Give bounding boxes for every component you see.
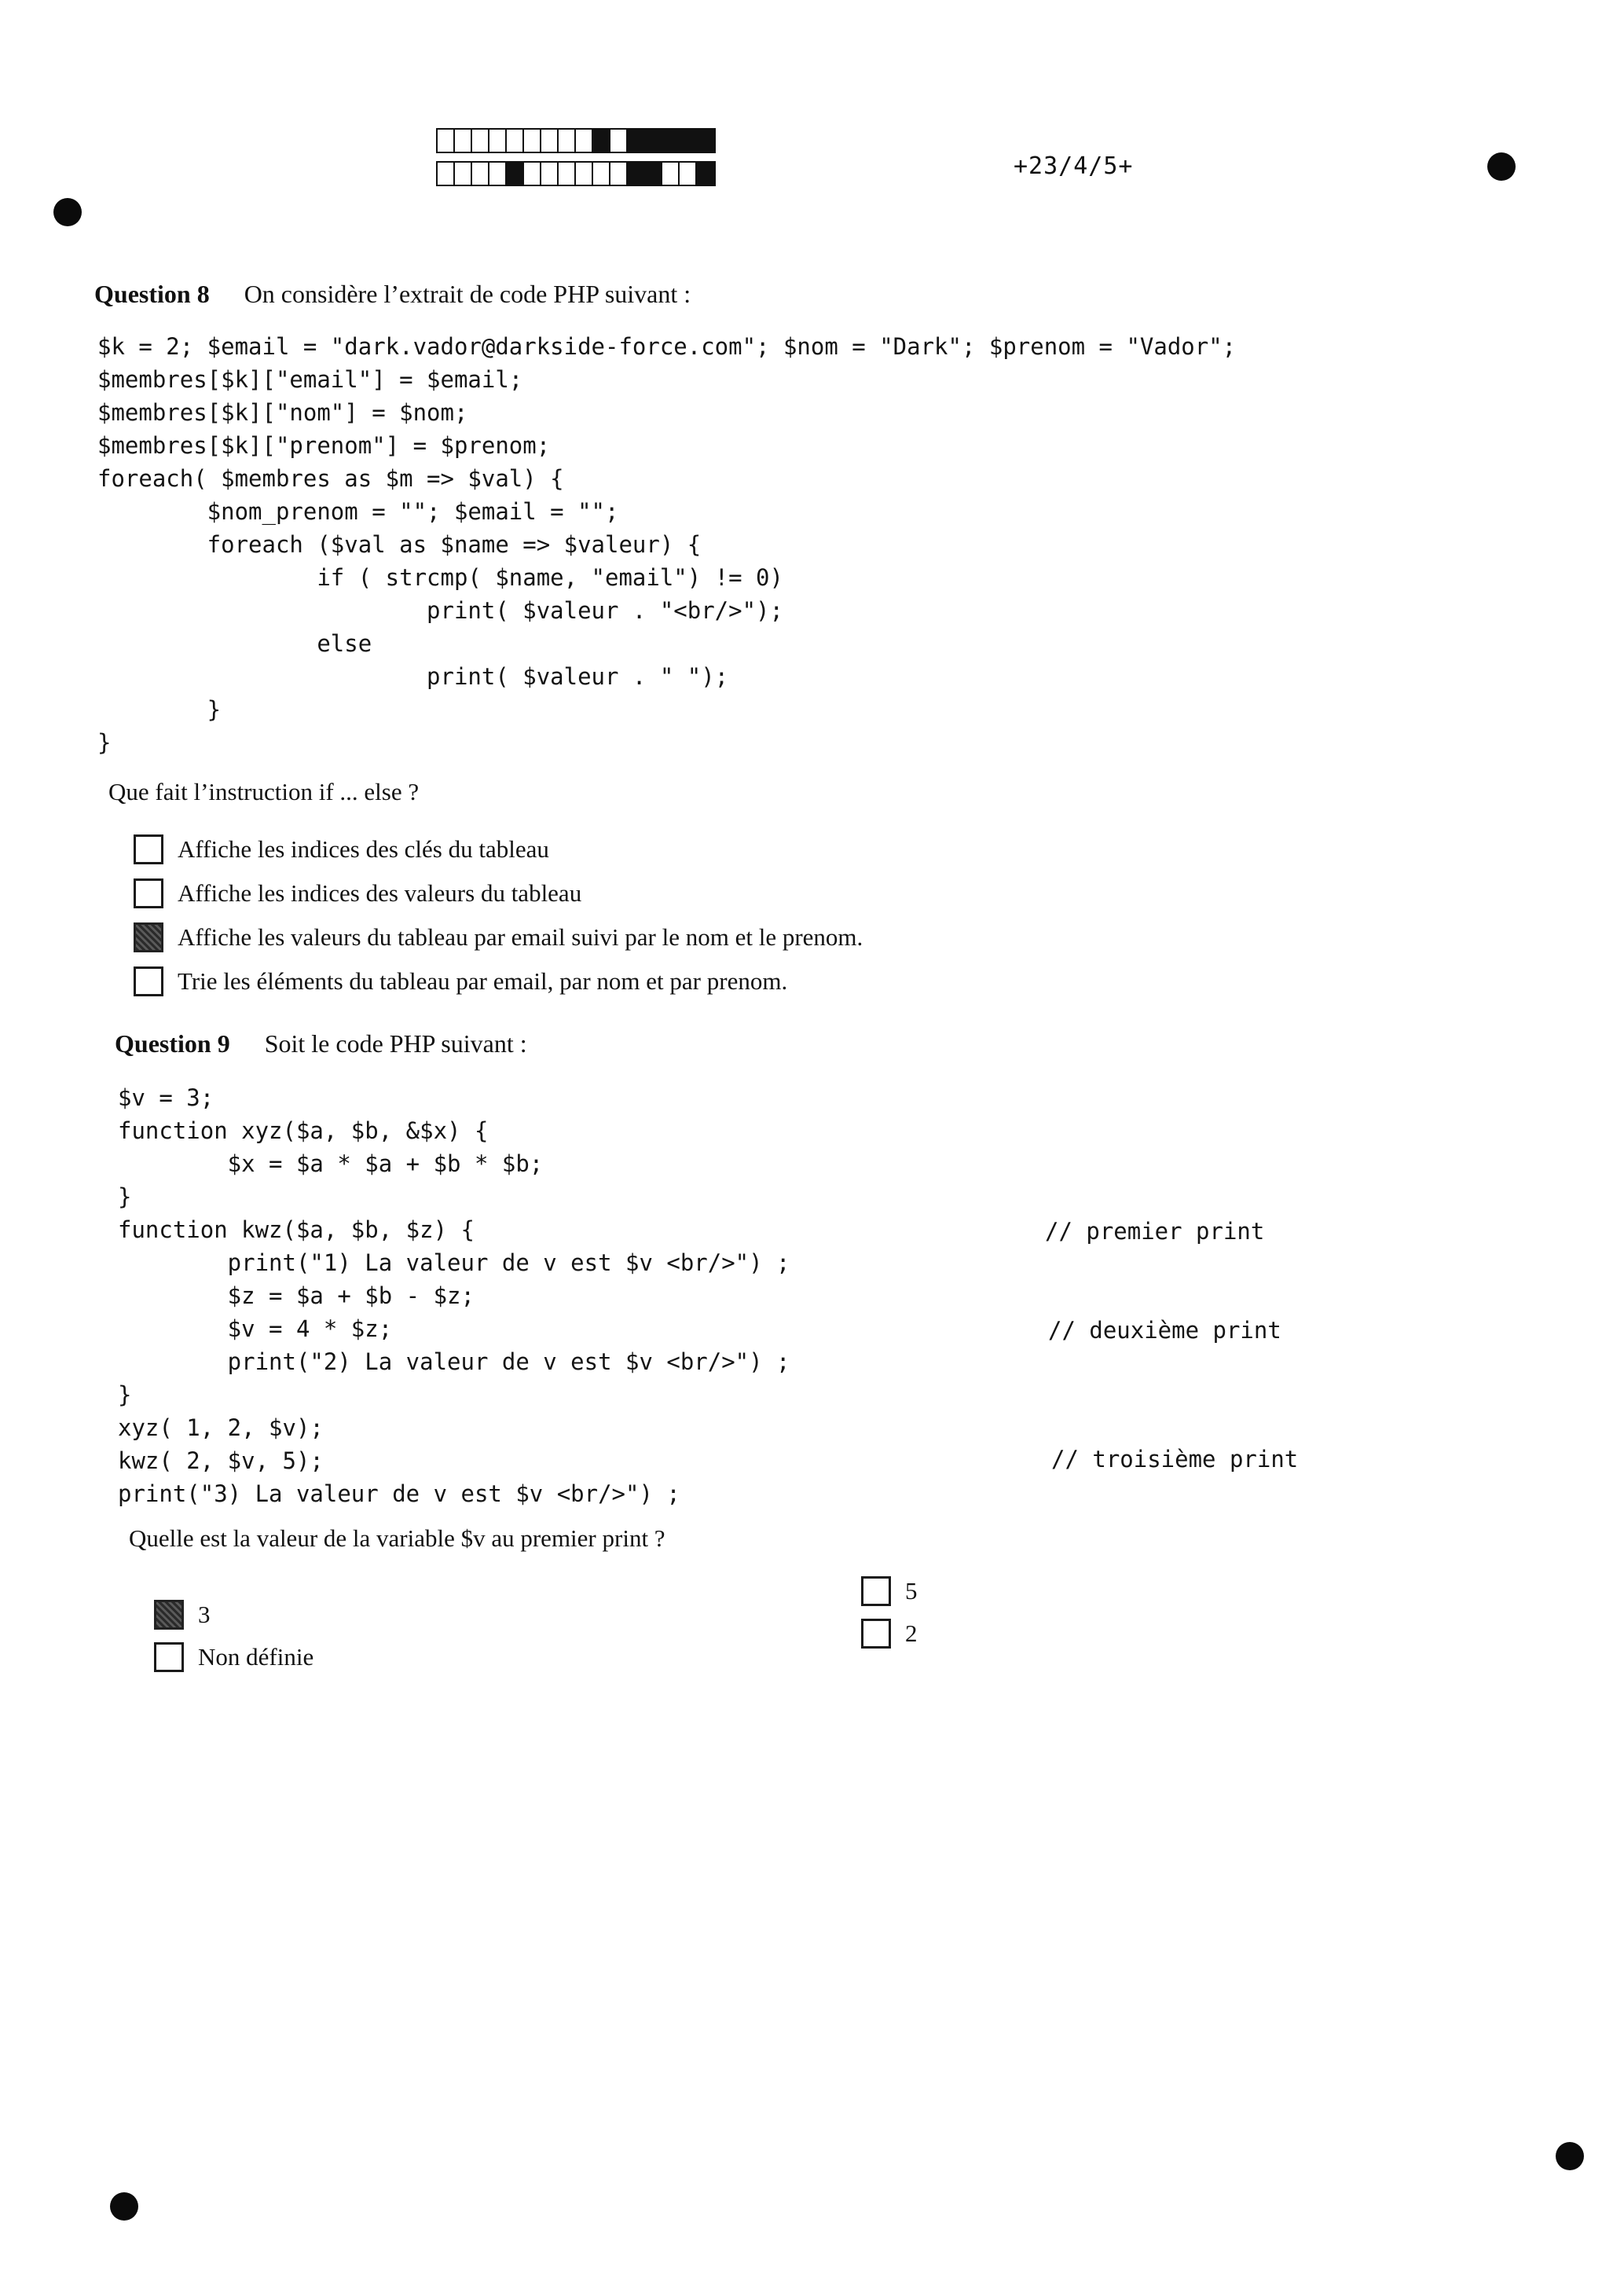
comment-troisieme-print: // troisième print bbox=[1051, 1446, 1299, 1473]
comment-deuxieme-print: // deuxième print bbox=[1048, 1317, 1281, 1344]
barcode-cell bbox=[507, 163, 524, 185]
checkbox[interactable] bbox=[861, 1619, 891, 1649]
question-8-header bbox=[94, 280, 691, 309]
checkbox[interactable] bbox=[861, 1576, 891, 1606]
barcode-cell bbox=[507, 130, 524, 152]
barcode-cell bbox=[541, 130, 559, 152]
barcode-cell bbox=[524, 163, 541, 185]
option-label: 3 bbox=[198, 1601, 211, 1628]
barcode-cell bbox=[662, 130, 680, 152]
question-9-option-2[interactable] bbox=[861, 1619, 918, 1649]
question-8-label: Question 8 bbox=[94, 280, 210, 308]
barcode-cell bbox=[541, 163, 559, 185]
barcode-cell bbox=[455, 130, 472, 152]
barcode-cell bbox=[438, 163, 455, 185]
checkbox[interactable] bbox=[134, 966, 163, 996]
question-9-option-5[interactable] bbox=[861, 1576, 918, 1606]
barcode-cell bbox=[628, 130, 645, 152]
barcode-cell bbox=[559, 130, 576, 152]
checkbox[interactable] bbox=[134, 922, 163, 952]
question-9-header bbox=[115, 1029, 527, 1058]
barcode-cell bbox=[645, 163, 662, 185]
page-code: +23/4/5+ bbox=[1014, 152, 1134, 180]
registration-mark-top-right bbox=[1487, 152, 1516, 181]
barcode-cell bbox=[438, 130, 455, 152]
question-8-option-1[interactable] bbox=[134, 834, 549, 864]
barcode-cell bbox=[680, 130, 697, 152]
registration-mark-top-left bbox=[53, 198, 82, 226]
barcode-cell bbox=[680, 163, 697, 185]
registration-mark-bottom-left bbox=[110, 2192, 138, 2221]
question-8-option-2[interactable] bbox=[134, 878, 581, 908]
barcode-cell bbox=[576, 163, 593, 185]
barcode-cell bbox=[697, 163, 714, 185]
question-8-option-4[interactable] bbox=[134, 966, 787, 996]
option-label: Affiche les indices des valeurs du tableau bbox=[178, 879, 582, 907]
barcode-cell bbox=[628, 163, 645, 185]
option-label: Affiche les valeurs du tableau par email suivi par le nom et le prenom. bbox=[178, 923, 863, 951]
barcode-row-1 bbox=[436, 128, 716, 153]
question-8-option-3[interactable] bbox=[134, 922, 863, 952]
barcode-row-2 bbox=[436, 161, 716, 186]
checkbox[interactable] bbox=[134, 878, 163, 908]
checkbox[interactable] bbox=[154, 1642, 184, 1672]
barcode-cell bbox=[610, 130, 628, 152]
registration-mark-bottom-right bbox=[1556, 2142, 1584, 2170]
question-8-prompt: Que fait l’instruction if ... else ? bbox=[108, 778, 420, 805]
barcode-cell bbox=[662, 163, 680, 185]
option-label: Non définie bbox=[198, 1643, 314, 1671]
option-label: Affiche les indices des clés du tableau bbox=[178, 835, 549, 863]
barcode-cell bbox=[697, 130, 714, 152]
barcode-cell bbox=[559, 163, 576, 185]
question-9-prompt: Quelle est la valeur de la variable $v au premier print ? bbox=[129, 1524, 665, 1552]
checkbox[interactable] bbox=[134, 834, 163, 864]
barcode-cell bbox=[593, 163, 610, 185]
barcode-cell bbox=[472, 130, 489, 152]
question-9-code: $v = 3; function xyz($a, $b, &$x) { $x = $a * $a + $b * $b; } function kwz($a, $b, $z) { print("1) La valeur de v est $v <br/>") ; $z = $a + $b - $z; $v = 4 * $z; print("2) La valeur de v est $v <br/>") ; } xyz( 1, 2, $v); kwz( 2, $v, 5); print("3) La valeur de v est $v <br/>") ; bbox=[118, 1084, 790, 1507]
barcode-cell bbox=[455, 163, 472, 185]
question-8-intro: On considère l’extrait de code PHP suivant : bbox=[244, 280, 691, 308]
barcode-cell bbox=[645, 130, 662, 152]
barcode-cell bbox=[489, 163, 507, 185]
option-label: Trie les éléments du tableau par email, par nom et par prenom. bbox=[178, 967, 788, 995]
question-9-option-non-definie[interactable] bbox=[154, 1642, 313, 1672]
barcode-cell bbox=[524, 130, 541, 152]
barcode-cell bbox=[576, 130, 593, 152]
barcode-cell bbox=[610, 163, 628, 185]
question-9-option-3[interactable] bbox=[154, 1600, 211, 1630]
comment-premier-print: // premier print bbox=[1045, 1218, 1265, 1245]
question-9-intro: Soit le code PHP suivant : bbox=[264, 1029, 527, 1058]
barcode-cell bbox=[472, 163, 489, 185]
question-8-code: $k = 2; $email = "dark.vador@darkside-force.com"; $nom = "Dark"; $prenom = "Vador"; $membres[$k]["email"] = $email; $membres[$k]["nom"] = $nom; $membres[$k]["prenom"] = $prenom; foreach( $membres as $m => $val) { $nom_prenom = ""; $email = ""; foreach ($val as $name => $valeur) { if ( strcmp( $name, "email") != 0) print( $valeur . "<br/>"); else print( $valeur . " "); } } bbox=[97, 333, 1237, 756]
barcode-cell bbox=[593, 130, 610, 152]
checkbox[interactable] bbox=[154, 1600, 184, 1630]
barcode-cell bbox=[489, 130, 507, 152]
question-9-label: Question 9 bbox=[115, 1029, 230, 1058]
option-label: 2 bbox=[905, 1619, 918, 1647]
option-label: 5 bbox=[905, 1577, 918, 1605]
